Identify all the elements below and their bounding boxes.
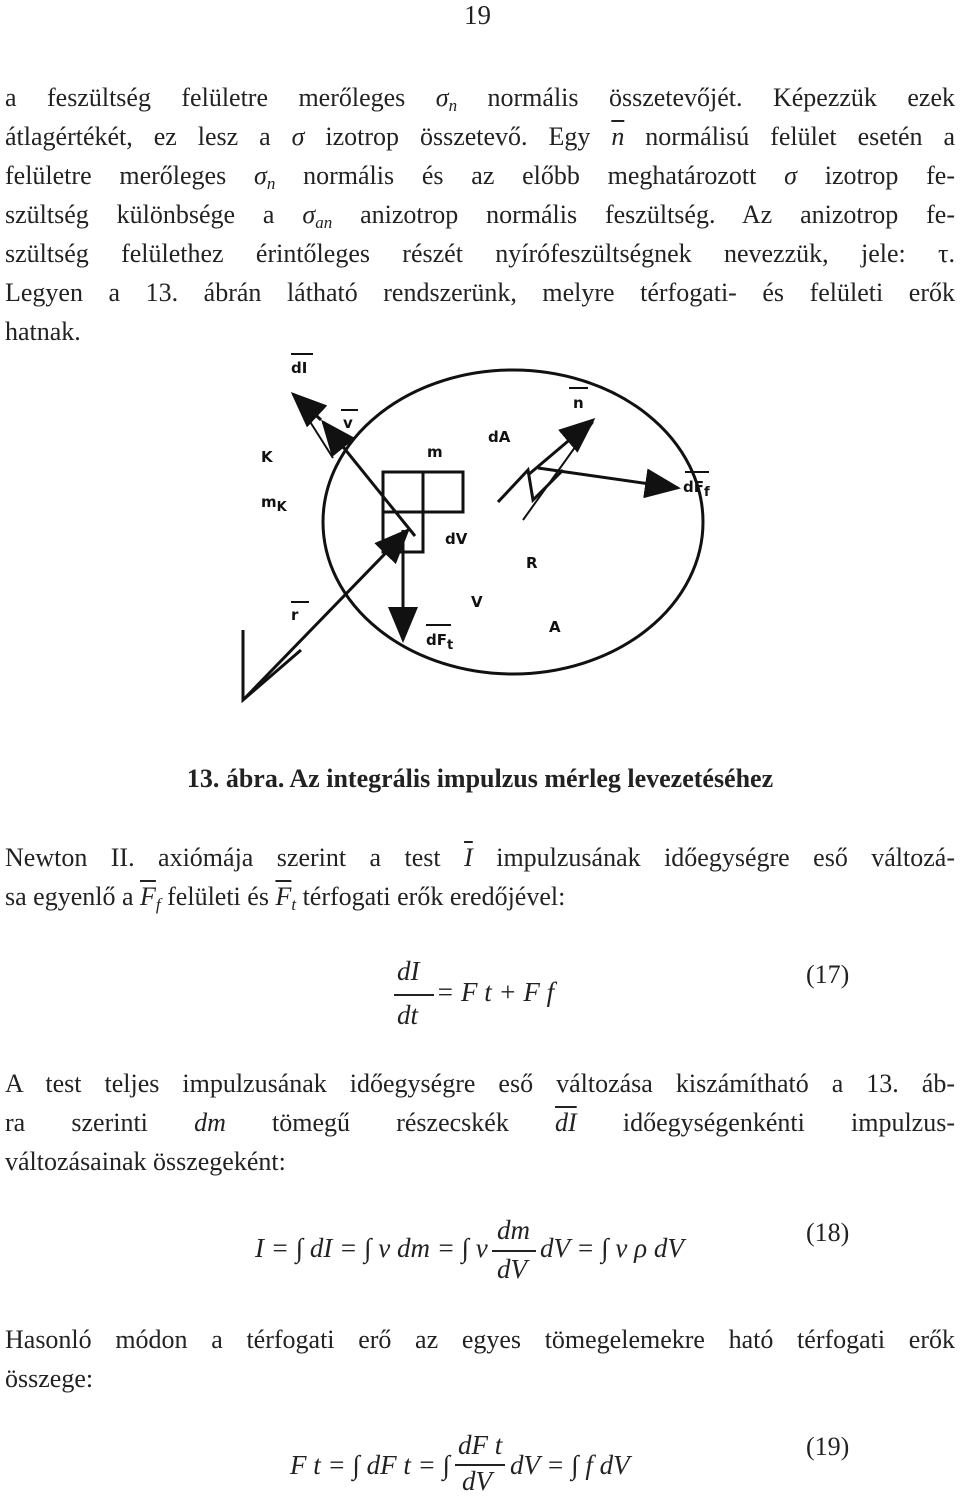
- label-m: m: [427, 443, 443, 461]
- line: A test teljes impulzusának időegységre eső változása kiszámítható a 13. áb-: [5, 1069, 955, 1098]
- label-dI: dI: [291, 359, 308, 377]
- label-dFf: dFf: [683, 478, 710, 500]
- label-r: r: [291, 606, 299, 624]
- label-dA: dA: [488, 428, 511, 446]
- paragraph-volume-force: [5, 1320, 955, 1398]
- velocity-vector: [323, 422, 415, 536]
- paragraph-total-impulse: [5, 1064, 955, 1181]
- paragraph-newton: [5, 838, 955, 916]
- body-ellipse: [323, 370, 703, 674]
- label-mK: mK: [261, 493, 287, 515]
- line: átlagértékét, ez lesz a σ izotrop összetevő. Egy $\overline{n}$ normálisú felület esetén a: [5, 122, 956, 151]
- figure-caption: 13. ábra. Az integrális impulzus mérleg levezetéséhez: [186, 764, 774, 793]
- paragraph-stress: [5, 78, 955, 351]
- position-vector-r: [243, 530, 408, 700]
- line: a feszültség felületre merőleges $\sigma_n$ normális összetevőjét. Képezzük ezek: [5, 83, 955, 115]
- line: Hasonló módon a térfogati erő az egyes tömegelemekre ható térfogati erők: [5, 1325, 955, 1354]
- label-n: n: [573, 394, 584, 412]
- line: Legyen a 13. ábrán látható rendszerünk, melyre térfogati- és felületi erők: [5, 278, 955, 307]
- line: Newton II. axiómája szerint a test $\overline{I}$ impulzusának időegységre eső változá-: [5, 843, 955, 872]
- line: összege:: [5, 1364, 94, 1393]
- line: szültség felülethez érintőleges részét nyírófeszültségnek nevezzük, jele: τ.: [5, 239, 955, 268]
- label-K: K: [261, 448, 273, 466]
- line: felületre merőleges $\sigma_n$ normális és az előbb meghatározott σ izotrop fe-: [5, 161, 956, 193]
- label-R: R: [526, 554, 538, 572]
- line: változásainak összegeként:: [5, 1147, 286, 1176]
- line: ra szerinti dm tömegű részecskék $\overline{dI}$ időegységenkénti impulzus-: [5, 1108, 955, 1137]
- label-dFt: dFt: [426, 631, 454, 653]
- label-A: A: [549, 618, 561, 636]
- label-V: V: [471, 593, 483, 611]
- figure-13-diagram: [183, 340, 783, 760]
- line: szültség különbsége a $\sigma_{an}$ anizotrop normális feszültség. Az anizotrop fe-: [5, 200, 955, 232]
- label-dV: dV: [445, 530, 468, 548]
- line: hatnak.: [5, 317, 81, 346]
- line: sa egyenlő a $\overline{F}_f$ felületi és $\overline{F}_t$ térfogati erők eredőjével:: [5, 882, 566, 914]
- label-v: v: [343, 414, 353, 432]
- mass-cell: [423, 472, 463, 512]
- page-number: 19: [464, 0, 491, 30]
